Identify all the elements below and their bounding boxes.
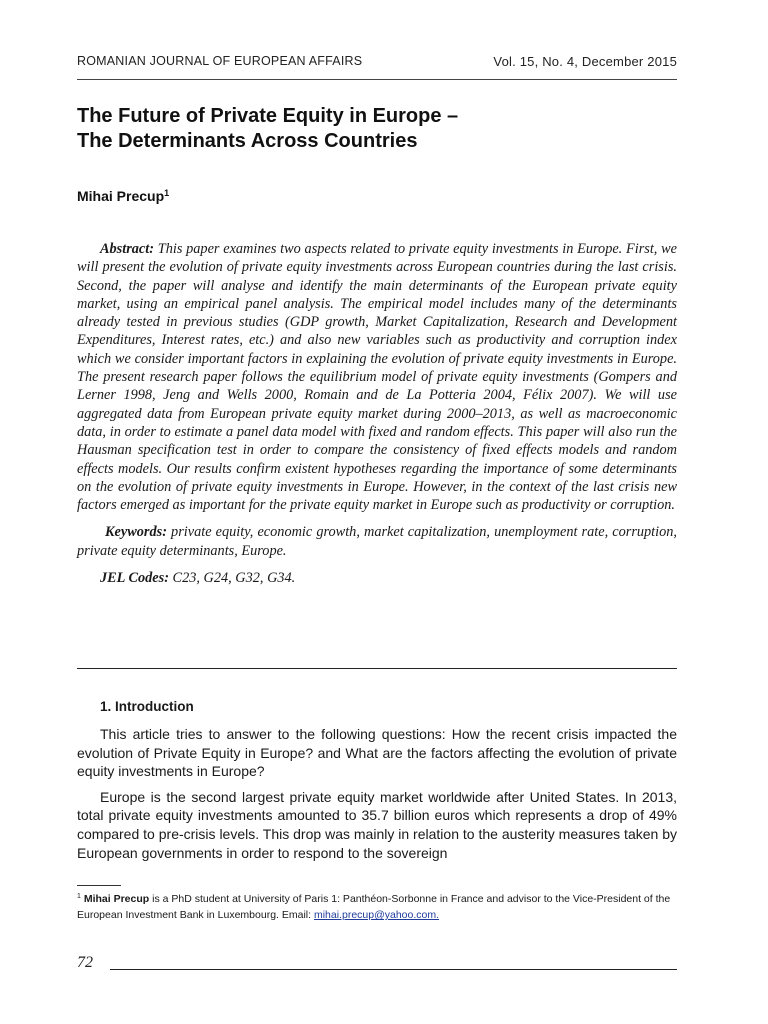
body-paragraph-2: Europe is the second largest private equity market worldwide after United States. In 2013, total private equity investments amounted to 35.7 billion euros which represents a drop of 49% compared to pre-crisis levels. This drop was mainly in relation to the austerity measures taken by European governments in order to respond to the sovereign [77,788,677,861]
jel-text: C23, G24, G32, G34. [168,570,296,587]
footnote-author: Mihai Precup [83,893,150,905]
author-name [77,188,169,204]
issue-info: Vol. 15, No. 4, December 2015 [493,54,677,69]
introduction-section [77,698,677,869]
abstract-section [77,240,677,587]
jel-paragraph [77,569,677,587]
author-text: Mihai Precup [77,188,165,204]
page-number: 72 [77,954,93,971]
header-divider [77,79,677,80]
abstract-paragraph [77,240,677,514]
keywords-text: private equity, economic growth, market capitalization, unemployment rate, corruption, private equity determinants, Europe. [77,524,677,559]
journal-name: ROMANIAN JOURNAL OF EUROPEAN AFFAIRS [77,54,363,68]
keywords-paragraph [77,523,677,560]
footnote [77,889,677,923]
jel-label: JEL Codes: [100,570,169,587]
author-footnote-mark[interactable]: 1 [164,188,170,198]
abstract-label: Abstract: [100,241,155,257]
running-header [77,54,677,72]
footnote-mark: 1 [77,893,81,900]
section-heading: 1. Introduction [100,699,194,714]
title-line-1: The Future of Private Equity in Europe – [77,105,459,127]
footnote-email-link[interactable]: mihai.precup@yahoo.com. [313,909,440,921]
title-line-2: The Determinants Across Countries [77,130,418,152]
footnote-divider [77,885,121,886]
keywords-label: Keywords: [105,524,167,541]
body-paragraph-1: This article tries to answer to the following questions: How the recent crisis impacted the evolution of Private Equity in Europe? and What are the factors affecting the evolution of private equity investments in Europe? [77,726,677,780]
footnote-text: is a PhD student at University of Paris 1: Panthéon-Sorbonne in France and advisor to the Vice-President of the European Investment Bank in Luxembourg. Email: [77,893,671,921]
abstract-divider [77,668,677,669]
abstract-text: This paper examines two aspects related to private equity investments in Europe. First, we will present the evolution of private equity investments across European countries during the last crisis. Second, the paper will analyse and identify the main determinants of the European private equity market, using an empirical panel analysis. The empirical model includes many of the determinants already tested in previous studies (GDP growth, Market Capitalization, Research and Development Expenditures, Interest rates, etc.) and also new variables such as productivity and corruption index which we consider important factors in explaining the evolution of private equity investments in Europe. The present research paper follows the equilibrium model of private equity investments (Gompers and Lerner 1998, Jeng and Wells 2000, Romain and de La Potteria 2004, Félix 2007). We will use aggregated data from European private equity market during 2000–2013, as well as macroeconomic data, in order to estimate a panel data model with fixed and random effects. This paper will also run the Hausman specification test in order to compare the consistency of fixed effects models and random effects models. Our results confirm existent hypotheses regarding the importance of some determinants on the evolution of private equity investments in Europe. However, in the context of the last crisis new factors emerged as important for the private equity market in Europe such as productivity or corruption. [77,241,677,514]
footer-divider [110,969,677,970]
article-title [77,104,677,154]
